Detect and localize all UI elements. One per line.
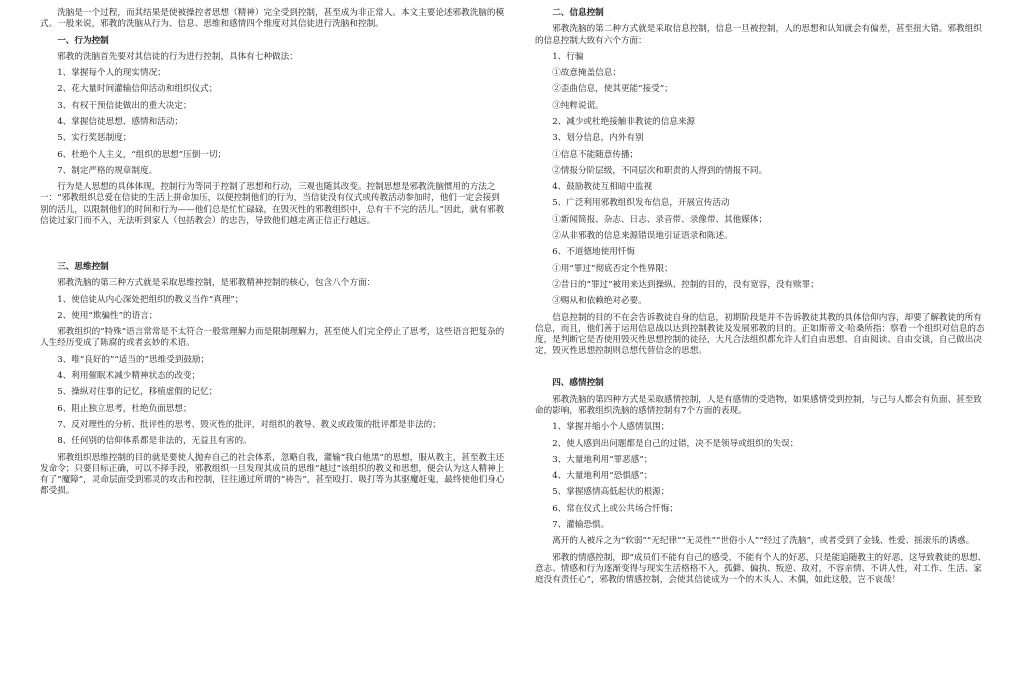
section-gap <box>535 362 990 378</box>
list-item: 3、有权干预信徒做出的重大决定； <box>57 100 192 111</box>
body-paragraph: 离开的人被斥之为“软弱”“无纪律”“无灵性”“世俗小人”“经过了洗脑”，或者受到了金钱、性爱、摇滚乐的诱惑。 <box>552 536 975 547</box>
body-paragraph: 信息控制的目的不在会告诉教徒自身的信息，初期阶段是并不告诉教徒其教的具体信仰内容，却要了解教徒的所有信息，而且，他们善于运用信息战以达到控制教徒及发展邪教的目的。正如斯蒂文·哈桑所指：察看一个组织对信息的态度，是判断它是否使用毁灭性思想控制的徒径，大凡合法组织都允许人们自由思想、自由阅读、自由交谈，自己做出决定，毁灭性思想控制则总想代替信念的思想。 <box>535 312 985 357</box>
list-item: 1、行骗 <box>552 51 584 62</box>
right-column <box>535 8 990 591</box>
intro-paragraph: 洗脑是一个过程，而其结果是使被操控者思想（精神）完全受到控制，甚至成为非正常人。本文主要论述邪教洗脑的模式。一般来说，邪教的洗脑从行为、信息、思维和感情四个维度对其信徒进行洗脑和控制。 <box>40 8 505 30</box>
list-item: 4、掌握信徒思想、感情和活动； <box>57 116 183 127</box>
list-item: 5、实行奖惩制度； <box>57 133 132 144</box>
list-item: 4、大量地利用“恐惧感”； <box>552 471 653 482</box>
body-paragraph: 行为是人思想的具体体现，控制行为等同于控制了思想和行动，三观也随其改变。控制思想是邪教洗脑惯用的方法之一：“邪教组织总爱在信徒的生活上拼命加压，以便控制他们的行为，当信徒没有仪式或传教活动参加时，他们一定会接到别的活儿，以限制他们的时间和行为——他们总是忙忙碌碌，在毁灭性的邪教组织中，总有干不完的活儿。”因此，就有邪教信徒过家门而不入，无法听到家人（包括教会）的忠告，导致他们越走离正信正行越远。 <box>40 182 505 226</box>
list-item: 6、阻止独立思考，杜绝负面思想； <box>57 403 192 414</box>
list-item: 5、广泛利用邪教组织发布信息，开展宣传活动 <box>552 198 730 209</box>
section-lead: 邪教洗脑的第四种方式是采取感情控制，人是有感情的受造物，如果感情受到控制，与己与人都会有负面、甚至致命的影响，邪教组织洗脑的感情控制有7个方面的表现。 <box>535 394 982 416</box>
section-title-behavior: 一、行为控制 <box>57 35 109 46</box>
list-item: 7、灌输恐惧。 <box>552 520 610 531</box>
list-item: ①新闻简报、杂志、日志、录音带、录像带、其他媒体； <box>552 214 768 225</box>
list-item: 5、操纵对往事的记忆，移植虚假的记忆； <box>57 387 218 398</box>
list-item: 1、掌握每个人的现实情况； <box>57 68 166 79</box>
list-item: 3、划分信息，内外有别 <box>552 133 644 144</box>
list-item: 1、使信徒从内心深处把组织的教义当作“真理”； <box>57 294 244 305</box>
list-item: ③赐从和依赖绝对必要。 <box>552 296 647 307</box>
list-item: ②从非邪教的信息来源错误地引证语录和陈述。 <box>552 231 733 242</box>
list-item: 8、任何别的信仰体系都是非法的，无益且有害的。 <box>57 436 252 447</box>
list-item: 6、常在仪式上或公共场合忏悔； <box>552 503 678 514</box>
list-item: 7、制定严格的规章制度。 <box>57 165 158 176</box>
list-item: 1、掌握并缩小个人感情氛围； <box>552 422 670 433</box>
list-item: 4、鼓励教徒互相暗中监视 <box>552 182 653 193</box>
list-item: 3、唯“良好的”“适当的”思维受到鼓励； <box>57 354 210 365</box>
left-column <box>40 8 505 502</box>
list-item: 6、杜绝个人主义，“组织的思想”压倒一切； <box>57 149 227 160</box>
section-title-emotion: 四、感情控制 <box>552 378 604 389</box>
section-gap <box>40 232 505 262</box>
list-item: 2、花大量时间灌输信仰活动和组织仪式； <box>57 84 218 95</box>
list-item: 3、大量地利用“罪恶感”； <box>552 454 653 465</box>
body-paragraph: 邪教组织思维控制的目的就是要使人抛弃自己的社会体系，忽略自我，灌输“我白他黑”的思想，服从教主，甚至教主还发命令；只要目标正确，可以不择手段，邪教组织一旦发现其成员的思维“越过”该组织的教义和思想，便会认为这人精神上有了“魔障”，灵命层面受到邪灵的攻击和控制，往往通过所谓的“祷告”，甚至殴打、吸打等为其驱魔赶鬼，最终使他们身心都受损。 <box>40 452 505 497</box>
list-item: ②昔日的“罪过”被用来达到操纵、控制的目的，没有宽容，没有赎罪； <box>552 279 819 290</box>
list-item: 6、不道德地使用忏悔 <box>552 247 635 258</box>
list-item: 4、利用催眠术减少精神状态的改变； <box>57 371 201 382</box>
body-paragraph: 邪教组织的“特殊”语言常常是不太符合一般常理解力而是限制理解力，甚至使人们完全停止了思考，这些语言把复杂的人生经历变成了陈腐的或者玄妙的术语。 <box>40 327 505 349</box>
list-item: ①故意掩盖信息； <box>552 68 621 79</box>
list-item: ②情报分阶层级，不同层次和职责的人得到的情报不同。 <box>552 165 768 176</box>
section-lead: 邪教的洗脑首先要对其信徒的行为进行控制，具体有七种做法： <box>57 51 298 62</box>
list-item: 2、减少或杜绝接触非教徒的信息来源 <box>552 116 696 127</box>
section-lead: 邪教洗脑的第三种方式就是采取思维控制，是邪教精神控制的核心，包含八个方面： <box>57 278 376 289</box>
section-title-information: 二、信息控制 <box>552 8 604 18</box>
list-item: 5、掌握感情高低起伏的根源； <box>552 487 670 498</box>
list-item: ③纯粹说谎。 <box>552 100 604 111</box>
list-item: 2、使人感到出问题都是自己的过错，决不是领导或组织的失误； <box>552 438 799 449</box>
list-item: ①用“罪过”彻底否定个性界限； <box>552 263 673 274</box>
list-item: 7、反对理性的分析、批评性的思考、毁灭性的批评，对组织的教导、教义或政策的批评都是非法的； <box>57 419 441 430</box>
section-lead: 邪教洗脑的第二种方式就是采取信息控制，信息一旦被控制，人的思想和认知就会有偏差，甚至扭大错。邪教组织的信息控制大致有六个方面： <box>535 24 982 46</box>
body-paragraph: 邪教的情感控制，即“成员们不能有自己的感受，不能有个人的好恶，只是能追随教主的好恶，这导致教徒的思想、意志、情感和行为逐渐变得与现实生活格格不入，孤僻、偏执、叛逆、敌对，不容亲情、不讲人性，对工作、生活、家庭没有责任心”，邪教的情感控制，会使其信徒成为一个的木头人、木偶，如此这般，岂不哀哉！ <box>535 552 987 586</box>
list-item: ②歪曲信息，使其更能“接受”； <box>552 84 673 95</box>
section-title-thinking: 三、思维控制 <box>57 262 109 273</box>
list-item: ①信息不能随意传播； <box>552 149 639 160</box>
list-item: 2、使用“欺骗性”的语言； <box>57 310 158 321</box>
